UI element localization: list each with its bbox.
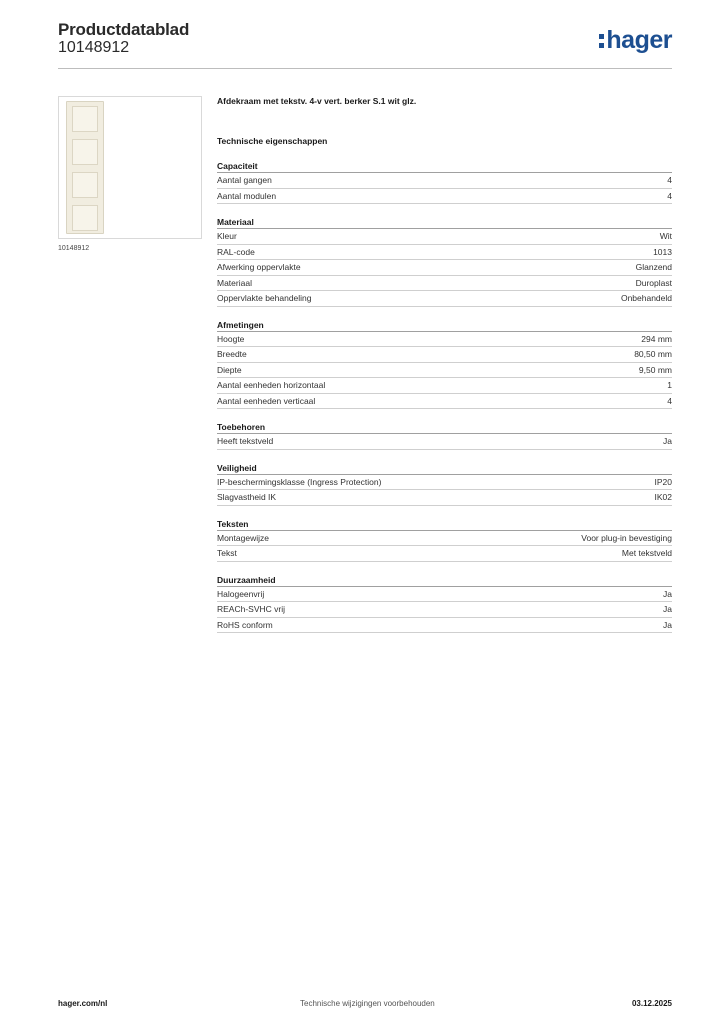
spec-row [217, 531, 672, 547]
spec-value: Met tekstveld [621, 548, 672, 558]
spec-row [217, 434, 672, 450]
spec-label: Hoogte [217, 333, 245, 344]
spec-row [217, 378, 672, 394]
spec-label: RAL-code [217, 246, 255, 257]
spec-value: 80,50 mm [634, 349, 672, 359]
spec-label: Oppervlakte behandeling [217, 293, 312, 303]
logo-dots-icon [599, 34, 604, 48]
spec-section [217, 574, 672, 634]
header-rule [58, 68, 672, 69]
spec-value: 1013 [653, 246, 672, 257]
page-title: Productdatablad [58, 20, 190, 39]
spec-row [217, 347, 672, 363]
spec-section [217, 216, 672, 307]
spec-value: Ja [663, 436, 672, 446]
spec-value: IK02 [654, 492, 672, 502]
spec-label: Tekst [217, 548, 237, 558]
spec-row [217, 363, 672, 379]
footer-website[interactable]: hager.com/nl [58, 999, 108, 1008]
spec-section-title: Teksten [217, 518, 672, 531]
spec-value: Voor plug-in bevestiging [581, 532, 672, 543]
spec-label: Kleur [217, 231, 237, 241]
spec-label: IP-beschermingsklasse (Ingress Protection) [217, 476, 382, 487]
spec-section-title: Materiaal [217, 216, 672, 229]
spec-section-title: Duurzaamheid [217, 574, 672, 587]
spec-value: 4 [667, 395, 672, 406]
spec-label: Halogeenvrij [217, 588, 265, 599]
spec-row [217, 260, 672, 276]
spec-label: Diepte [217, 364, 242, 375]
footer-date: 03.12.2025 [631, 999, 672, 1008]
spec-section [217, 421, 672, 450]
spec-section [217, 518, 672, 562]
spec-value: Onbehandeld [620, 293, 672, 303]
spec-value: Ja [663, 604, 672, 614]
spec-section-title: Veiligheid [217, 462, 672, 475]
cover-frame-image [66, 101, 104, 234]
spec-value: Ja [663, 619, 672, 630]
spec-label: REACh-SVHC vrij [217, 604, 286, 614]
frame-slot [72, 139, 98, 165]
spec-label: Slagvastheid IK [217, 492, 277, 502]
spec-row [217, 332, 672, 348]
spec-row [217, 276, 672, 292]
spec-value: 4 [667, 190, 672, 201]
spec-row [217, 291, 672, 307]
spec-row [217, 475, 672, 491]
spec-value: 294 mm [641, 333, 672, 344]
spec-label: Heeft tekstveld [217, 436, 274, 446]
spec-row [217, 602, 672, 618]
spec-value: 1 [667, 380, 672, 390]
footer-notice: Technische wijzigingen voorbehouden [300, 999, 435, 1008]
section-heading: Technische eigenschappen [217, 136, 328, 146]
spec-section [217, 462, 672, 506]
spec-row [217, 394, 672, 410]
spec-section-title: Capaciteit [217, 160, 672, 173]
spec-row [217, 587, 672, 603]
spec-label: Aantal eenheden verticaal [217, 395, 316, 406]
spec-row [217, 618, 672, 634]
spec-label: Materiaal [217, 277, 252, 288]
spec-row [217, 189, 672, 205]
spec-sections [217, 160, 672, 633]
spec-row [217, 245, 672, 261]
image-caption: 10148912 [58, 245, 90, 252]
product-description: Afdekraam met tekstv. 4-v vert. berker S.1 wit glz. [217, 96, 417, 106]
spec-section [217, 160, 672, 204]
spec-label: Breedte [217, 349, 247, 359]
spec-value: IP20 [654, 476, 672, 487]
product-number: 10148912 [58, 39, 130, 56]
frame-slot [72, 205, 98, 231]
product-image [58, 96, 202, 239]
product-details [217, 96, 672, 633]
spec-label: Aantal gangen [217, 175, 272, 185]
spec-value: Ja [663, 588, 672, 599]
spec-value: Wit [659, 231, 672, 241]
spec-value: Duroplast [635, 277, 672, 288]
logo-text: hager [606, 26, 672, 54]
spec-value: Glanzend [635, 262, 672, 272]
frame-slot [72, 106, 98, 132]
spec-label: Aantal eenheden horizontaal [217, 380, 326, 390]
spec-row [217, 490, 672, 506]
frame-slot [72, 172, 98, 198]
spec-section-title: Toebehoren [217, 421, 672, 434]
spec-row [217, 546, 672, 562]
spec-label: RoHS conform [217, 619, 273, 630]
spec-value: 4 [667, 175, 672, 185]
hager-logo [599, 26, 672, 55]
spec-label: Afwerking oppervlakte [217, 262, 301, 272]
spec-row [217, 173, 672, 189]
spec-section-title: Afmetingen [217, 319, 672, 332]
spec-section [217, 319, 672, 410]
spec-label: Montagewijze [217, 532, 269, 543]
spec-label: Aantal modulen [217, 190, 277, 201]
spec-value: 9,50 mm [638, 364, 672, 375]
spec-row [217, 229, 672, 245]
